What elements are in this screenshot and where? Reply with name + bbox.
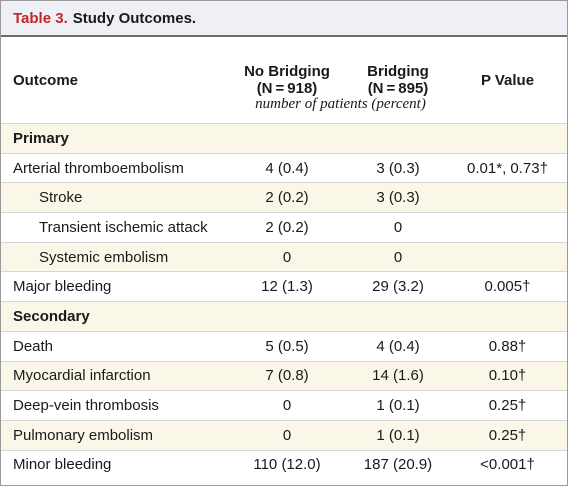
table-row	[1, 361, 567, 391]
no-bridging-value: 12 (1.3)	[261, 278, 313, 296]
p-value: 0.25†	[488, 426, 527, 444]
outcome-label: Arterial thromboembolism	[13, 159, 184, 177]
units-subheader: number of patients (percent)	[255, 96, 426, 112]
p-value: 0.10†	[488, 367, 527, 385]
table-row	[1, 153, 567, 183]
p-value: 0.88†	[488, 337, 527, 355]
outcome-label: Primary	[13, 129, 69, 147]
bridging-value: 1 (0.1)	[376, 397, 420, 415]
table-row	[1, 420, 567, 450]
bridging-value: 0	[393, 218, 403, 236]
header-no-bridging-label: No Bridging	[244, 63, 330, 80]
table-row	[1, 331, 567, 361]
no-bridging-value: 5 (0.5)	[265, 337, 309, 355]
bridging-value: 0	[393, 248, 403, 266]
header-bridging-label: Bridging	[367, 63, 429, 80]
outcome-label: Minor bleeding	[13, 456, 112, 474]
table-row	[1, 390, 567, 420]
no-bridging-value: 2 (0.2)	[265, 189, 309, 207]
header-bridging-n: (N = 895)	[367, 80, 429, 97]
section-header-row	[1, 301, 567, 331]
no-bridging-value: 4 (0.4)	[265, 159, 309, 177]
bridging-value: 187 (20.9)	[363, 456, 433, 474]
header-outcome: Outcome	[13, 71, 79, 89]
no-bridging-value: 110 (12.0)	[253, 456, 321, 474]
no-bridging-value: 0	[282, 397, 292, 415]
p-value: <0.001†	[480, 456, 535, 474]
p-value: 0.005†	[484, 278, 531, 296]
header-no-bridging-n: (N = 918)	[256, 80, 318, 97]
outcome-label: Stroke	[39, 189, 83, 207]
table-row	[1, 271, 567, 301]
section-header-row	[1, 123, 567, 153]
table-number: Table 3.	[13, 9, 68, 27]
bridging-value: 29 (3.2)	[372, 278, 424, 296]
outcome-label: Major bleeding	[13, 278, 112, 296]
header-no-bridging	[226, 63, 348, 97]
no-bridging-value: 7 (0.8)	[265, 367, 309, 385]
table-row	[1, 242, 567, 272]
outcome-label: Systemic embolism	[39, 248, 169, 266]
bridging-value: 3 (0.3)	[376, 189, 420, 207]
outcome-label: Transient ischemic attack	[39, 218, 208, 236]
table-caption	[1, 1, 567, 37]
table-row	[1, 182, 567, 212]
outcome-label: Pulmonary embolism	[13, 426, 154, 444]
bridging-value: 14 (1.6)	[372, 367, 424, 385]
header-bridging	[348, 63, 448, 97]
outcome-label: Myocardial infarction	[13, 367, 151, 385]
bridging-value: 3 (0.3)	[376, 159, 420, 177]
p-value: 0.01*, 0.73†	[467, 159, 548, 177]
outcome-label: Deep-vein thrombosis	[13, 397, 159, 415]
no-bridging-value: 0	[282, 426, 292, 444]
no-bridging-value: 0	[282, 248, 292, 266]
no-bridging-value: 2 (0.2)	[265, 218, 309, 236]
table-title: Study Outcomes.	[72, 9, 197, 27]
table-row	[1, 450, 567, 480]
p-value: 0.25†	[488, 397, 527, 415]
bridging-value: 1 (0.1)	[376, 426, 420, 444]
outcome-label: Death	[13, 337, 54, 355]
header-p-value: P Value	[480, 71, 535, 89]
table-row	[1, 212, 567, 242]
bridging-value: 4 (0.4)	[376, 337, 420, 355]
outcome-label: Secondary	[13, 307, 90, 325]
table-body	[1, 123, 567, 479]
